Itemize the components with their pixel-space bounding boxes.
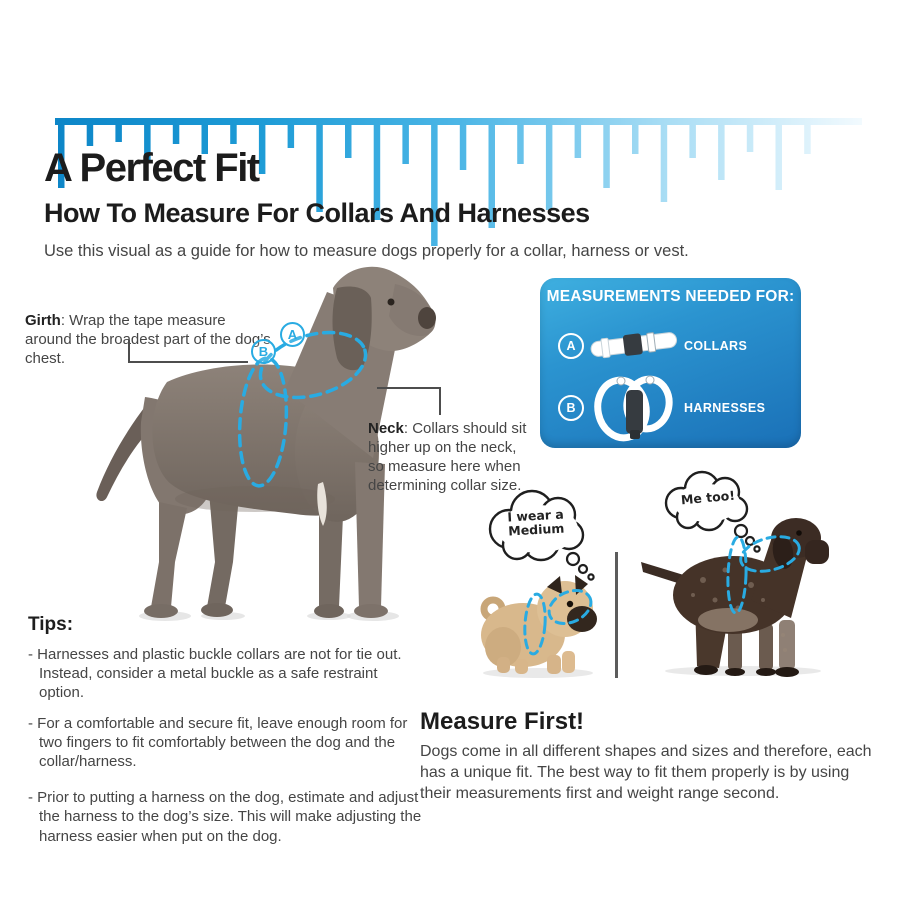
measurements-box-title: MEASUREMENTS NEEDED FOR: (546, 288, 795, 305)
tip-item: - Harnesses and plastic buckle collars are not for tie out. Instead, consider a metal buckle as a safe restraint option. (28, 645, 422, 703)
collar-icon (584, 321, 684, 371)
page-title: A Perfect Fit (44, 146, 259, 190)
neck-pointer-line (377, 387, 441, 415)
circled-b-icon: B (558, 395, 584, 421)
girth-text: : Wrap the tape measure around the broadest part of the dog’s chest. (25, 312, 271, 368)
harnesses-label: HARNESSES (684, 401, 766, 415)
girth-pointer-line (128, 340, 248, 363)
marker-b: B (251, 339, 276, 364)
measure-first-heading: Measure First! (420, 708, 585, 735)
pointer-dog-image (633, 500, 845, 678)
measurements-box (540, 278, 801, 448)
tips-heading: Tips: (28, 614, 74, 635)
girth-label: Girth (25, 312, 61, 329)
neck-text: : Collars should sit higher up on the neck, so measure here when determining collar size. (368, 420, 527, 495)
tips-section (28, 614, 422, 857)
measurements-row-harnesses (540, 376, 801, 440)
measurements-row-collars (540, 318, 801, 374)
neck-note (368, 419, 536, 495)
marker-a: A (280, 322, 305, 347)
measure-first-body: Dogs come in all different shapes and sizes and therefore, each has a unique fit. The best way to fit them properly is by using their measurements first and weight range second. (420, 743, 872, 802)
neck-label: Neck (368, 420, 404, 437)
pug-image (463, 567, 613, 679)
harness-icon (584, 372, 684, 444)
intro-text: Use this visual as a guide for how to measure dogs properly for a collar, harness or vest. (44, 242, 689, 260)
tip-item: - For a comfortable and secure fit, leave enough room for two fingers to fit comfortably between the dog and the collar/harness. (28, 714, 422, 772)
circled-a-icon: A (558, 333, 584, 359)
tip-item: - Prior to putting a harness on the dog, estimate and adjust the harness to the dog’s size. This will make adjusting the harness easier when put on the dog. (28, 788, 422, 846)
pointer-thought-text: Me too! (680, 487, 736, 508)
collars-label: COLLARS (684, 339, 748, 353)
divider-line (615, 552, 618, 678)
pug-thought-text: I wear a Medium (507, 506, 565, 539)
page-subtitle: How To Measure For Collars And Harnesses (44, 198, 590, 228)
